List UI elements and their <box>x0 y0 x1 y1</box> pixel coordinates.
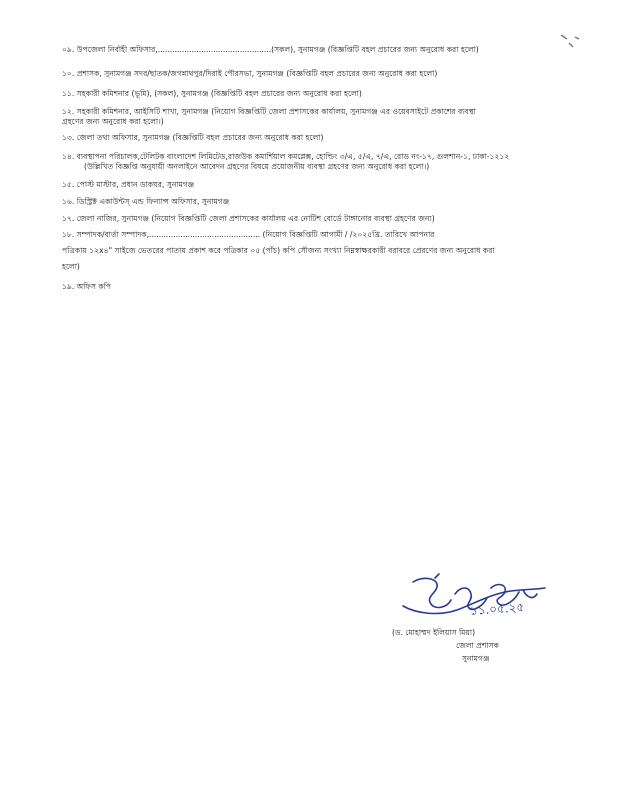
distribution-item-14-cont: (উল্লিখিত বিজ্ঞপ্তি অনুযায়ী অনলাইনে আবেদন গ্রহণের বিষয়ে প্রয়োজনীয় ব্যবস্থা গ্রহণের জন্য অনুরোধ করা হলো।) <box>84 162 430 171</box>
distribution-item-12-cont: গ্রহণের জন্য অনুরোধ করা হলো।) <box>62 117 164 126</box>
distribution-item-10: ১০. প্রশাসক, সুনামগঞ্জ সদর/ছাতক/জগন্নাথপুর/দিরাই পৌরসভা, সুনামগঞ্জ (বিজ্ঞপ্তিটি বহল প্রচারের জন্য অনুরোধ করা হলো) <box>62 69 438 78</box>
distribution-item-13: ১৩. জেলা তথ্য অফিসার, সুনামগঞ্জ (বিজ্ঞপ্তিটি বহল প্রচারের জন্য অনুরোধ করা হলো) <box>62 133 324 142</box>
signatory-place: সুনামগঞ্জ <box>462 654 490 663</box>
signatory-name: (ড. মোহাম্মদ ইলিয়াস মিয়া) <box>392 628 476 637</box>
distribution-item-18-cont: পত্রিকায় ১২x৪" সাইজে ভেতরের পাতায় প্রকাশ করে পত্রিকার ০৫ (পাঁচ) কপি সৌজন্য সংখ্যা নিম্নস্বাক্ষরকারী বরাবরে প্রেরণের জন্য অনুরোধ করা <box>62 246 495 255</box>
scan-mark-icon <box>555 25 585 55</box>
distribution-item-16: ১৬. ডিস্ট্রিক্ট একাউন্টস্ এন্ড ফিন্যান্স অফিসার, সুনামগঞ্জ <box>62 197 230 206</box>
distribution-item-11: ১১. সহকারী কমিশনার (ভূমি), (সকল), সুনামগঞ্জ (বিজ্ঞপ্তিটি বহল প্রচারের জন্য অনুরোধ করা হলো) <box>62 89 362 98</box>
signatory-title: জেলা প্রশাসক <box>456 641 499 650</box>
distribution-item-17: ১৭. জেলা নাজির, সুনামগঞ্জ (নিয়োগ বিজ্ঞপ্তিটি জেলা প্রশাসকের কার্যালয় এর নোটিশ বোর্ডে টাঙ্গানোর ব্যবস্থা গ্রহণের জন্য) <box>62 214 435 223</box>
distribution-item-14: ১৪. ব্যবস্থাপনা পরিচালক,টেলিটক বাংলাদেশ লিমিটেড,রাজউক কমার্শিয়াল কমপ্লেক্স, হোল্ডিং ৩/এ, ৫/এ, ৭/এ, রোড নং-১৭, গুলশান-১, ঢাকা-১২১২ <box>62 152 510 161</box>
distribution-item-12: ১২. সহকারী কমিশনার, আইসিটি শাখা, সুনামগঞ্জ (নিয়োগ বিজ্ঞপ্তিটি জেলা প্রশাসকের কার্যালয়, সুনামগঞ্জ এর ওয়েবসাইটে প্রকাশের ব্যবস্থা <box>62 107 476 116</box>
distribution-item-18-end: হলো) <box>62 262 80 271</box>
distribution-item-18: ১৮. সম্পাদক/বার্তা সম্পাদক,.............................................. (নিয়োগ বিজ্ঞপ্তিটি আগামী / /২০২৫খ্রি. তারিখে আপনার <box>62 230 435 239</box>
distribution-item-09: ০৯. উপজেলা নির্বাহী অফিসার,...............................................(সকল), সুনামগঞ্জ (বিজ্ঞপ্তিটি বহল প্রচারের জন্য অনুরোধ করা হলো) <box>62 45 479 54</box>
distribution-item-19: ১৯. অফিস কপি <box>62 282 112 291</box>
distribution-item-15: ১৫. পোস্ট মাস্টার, প্রধান ডাকঘর, সুনামগঞ্জ <box>62 180 195 189</box>
signature-date: ১১.০৫.২৫ <box>469 600 525 618</box>
